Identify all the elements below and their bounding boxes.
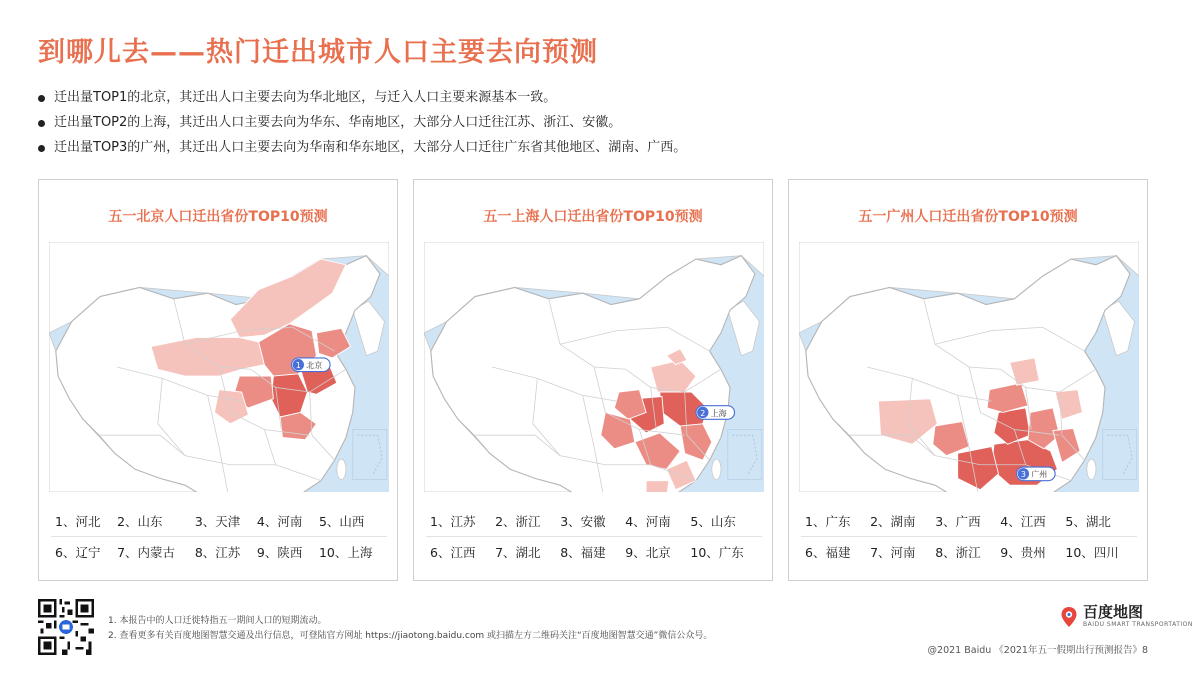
rank-cell: 2、湖南 <box>866 506 931 537</box>
bullet-dot-icon <box>38 95 45 102</box>
rank-cell: 3、天津 <box>191 506 253 537</box>
footnote: 1. 本报告中的人口迁徙特指五一期间人口的短期流动。 <box>108 616 327 626</box>
rank-cell: 8、江苏 <box>194 545 241 560</box>
marker-number: 3 <box>1020 470 1026 480</box>
rank-cell: 1、河北 <box>51 506 113 537</box>
province-region <box>646 481 669 492</box>
rank-row <box>426 537 762 568</box>
rank-cell: 5、山西 <box>315 506 387 537</box>
logo-name: 百度地图 <box>1083 603 1144 621</box>
rank-cell: 4、河南 <box>621 506 686 537</box>
location-marker-icon <box>1017 467 1056 481</box>
baidu-map-logo-icon <box>1060 606 1078 628</box>
bullet-dot-icon <box>38 145 45 152</box>
south-china-sea-inset <box>1103 430 1137 480</box>
marker-number: 2 <box>700 408 706 418</box>
rank-cell: 6、福建 <box>805 545 851 560</box>
rank-cell: 7、湖北 <box>495 545 541 560</box>
rank-cell: 6、江西 <box>430 545 476 560</box>
panel-beijing <box>38 179 398 581</box>
rank-cell: 8、福建 <box>560 545 606 560</box>
rank-cell: 1、江苏 <box>426 506 491 537</box>
panel-shanghai <box>413 179 773 581</box>
china-map <box>424 242 764 492</box>
location-marker-icon <box>696 406 735 420</box>
marker-number: 1 <box>295 361 301 371</box>
rank-cell: 4、河南 <box>253 506 315 537</box>
footnotes <box>108 614 712 644</box>
rank-cell: 9、北京 <box>625 545 671 560</box>
rank-cell: 10、广东 <box>690 545 744 560</box>
rank-table <box>51 506 387 567</box>
qr-code-icon[interactable] <box>38 599 94 655</box>
footnote: 2. 查看更多有关百度地图智慧交通及出行信息，可登陆官方网址 https://jiaotong.baidu.com 或扫描左方二维码关注“百度地图智慧交通”微信公众号。 <box>108 631 713 641</box>
rank-cell: 3、广西 <box>931 506 996 537</box>
marker-city-label: 北京 <box>306 361 323 371</box>
rank-table <box>801 506 1137 567</box>
panel-guangzhou <box>788 179 1148 581</box>
china-map <box>49 242 389 492</box>
map-shanghai <box>424 242 764 492</box>
rank-cell: 9、陕西 <box>256 545 303 560</box>
rank-table <box>426 506 762 567</box>
south-china-sea-inset <box>728 430 762 480</box>
marker-city-label: 广州 <box>1031 470 1048 480</box>
south-china-sea-inset <box>353 430 387 480</box>
china-map <box>799 242 1139 492</box>
bullet-item: 迁出量TOP1的北京，其迁出人口主要去向为华北地区，与迁入人口主要来源基本一致。 <box>38 88 686 108</box>
baidu-map-logo <box>1060 604 1193 629</box>
panel-title: 五一广州人口迁出省份TOP10预测 <box>858 209 1078 225</box>
marker-city-label: 上海 <box>710 408 727 418</box>
rank-cell: 5、湖北 <box>1061 506 1137 537</box>
rank-row <box>801 537 1137 568</box>
rank-row <box>51 537 387 568</box>
bullet-item: 迁出量TOP2的上海，其迁出人口主要去向为华东、华南地区，大部分人口迁往江苏、浙江、安徽。 <box>38 113 686 133</box>
rank-cell: 4、江西 <box>996 506 1061 537</box>
rank-cell: 8、浙江 <box>935 545 981 560</box>
bullet-item: 迁出量TOP3的广州，其迁出人口主要去向为华南和华东地区，大部分人口迁往广东省其他地区、湖南、广西。 <box>38 138 686 158</box>
summary-bullets <box>38 88 686 163</box>
rank-cell: 10、四川 <box>1065 545 1119 560</box>
map-beijing <box>49 242 389 492</box>
panel-title: 五一上海人口迁出省份TOP10预测 <box>483 209 703 225</box>
rank-cell: 7、内蒙古 <box>117 545 176 560</box>
location-marker-icon <box>292 358 331 372</box>
rank-cell: 6、辽宁 <box>55 545 101 560</box>
map-guangzhou <box>799 242 1139 492</box>
rank-cell: 7、河南 <box>870 545 916 560</box>
rank-cell: 3、安徽 <box>556 506 621 537</box>
rank-cell: 2、浙江 <box>491 506 556 537</box>
rank-cell: 9、贵州 <box>1000 545 1046 560</box>
rank-cell: 2、山东 <box>113 506 191 537</box>
logo-sub: BAIDU SMART TRANSPORTATION <box>1083 621 1193 628</box>
rank-row <box>801 506 1137 537</box>
rank-cell: 5、山东 <box>686 506 762 537</box>
rank-row <box>51 506 387 537</box>
page-title: 到哪儿去——热门迁出城市人口主要去向预测 <box>38 37 598 68</box>
bullet-dot-icon <box>38 120 45 127</box>
rank-cell: 10、上海 <box>318 545 373 560</box>
rank-row <box>426 506 762 537</box>
page-footer: @2021 Baidu 《2021年五一假期出行预测报告》8 <box>927 645 1148 656</box>
rank-cell: 1、广东 <box>801 506 866 537</box>
panel-title: 五一北京人口迁出省份TOP10预测 <box>108 209 328 225</box>
